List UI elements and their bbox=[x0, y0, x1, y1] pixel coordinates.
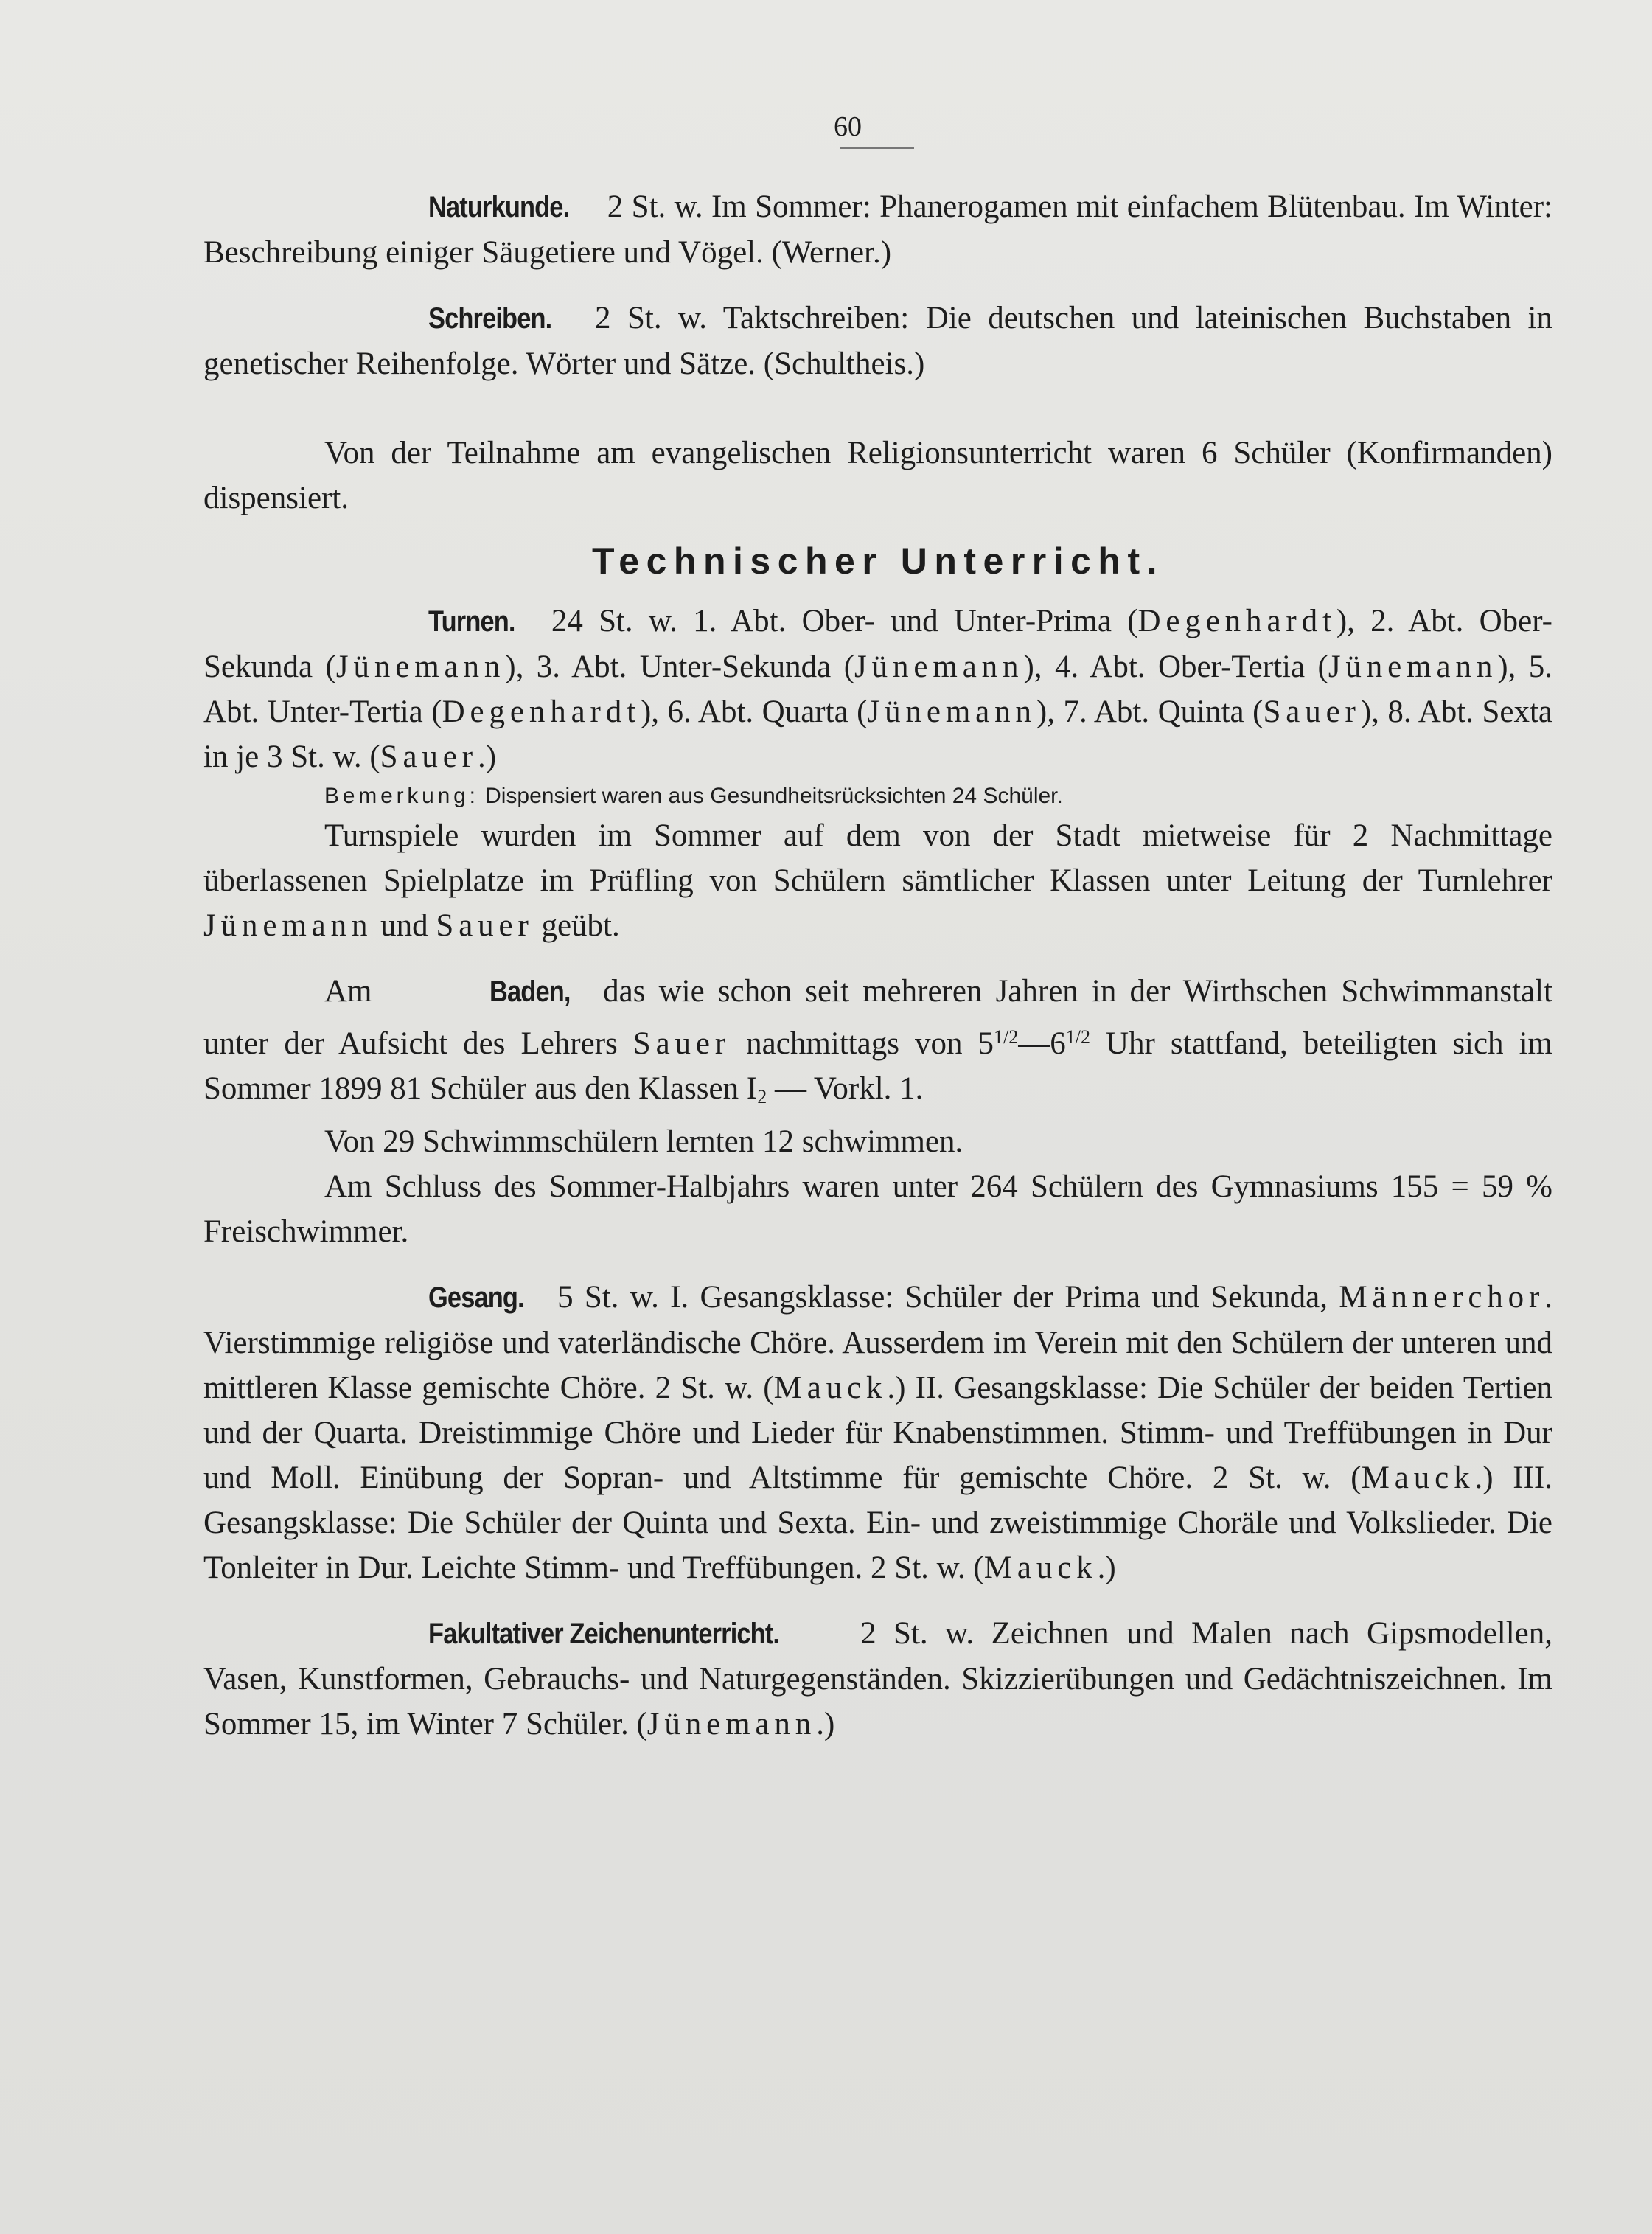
teacher-name: Degenhardt bbox=[442, 695, 641, 729]
dispens-paragraph: Von der Teilnahme am evangelischen Religionsunterricht waren 6 Schüler (Konfirmanden) dispensiert. bbox=[203, 436, 1552, 515]
baden-heading: Baden, bbox=[489, 975, 571, 1008]
turnen-text: .) bbox=[477, 740, 497, 774]
teacher-name: Jünemann bbox=[854, 650, 1024, 684]
turnen-text: ), 7. Abt. Quinta ( bbox=[1036, 695, 1264, 729]
teacher-name: Degenhardt bbox=[1137, 604, 1336, 638]
turnspiele-text: Turnspiele wurden im Sommer auf dem von der Stadt mietweise für 2 Nachmittage überlassenen Spielplatze im Prüfling von Schülern sämtlicher Klassen unter Leitung der Turnlehrer bbox=[203, 818, 1552, 898]
zeichnen-heading: Fakultativer Zeichenunterricht. bbox=[428, 1618, 780, 1650]
turnen-text: ), 8. Abt. Sexta in je 3 St. w. ( bbox=[203, 695, 1552, 774]
turnen-text: ), 6. Abt. Quarta ( bbox=[640, 695, 868, 729]
gesang-text: . Vierstimmige religiöse und vaterländische Chöre. Ausserdem im Verein mit den Schülern der unteren und mittleren Klasse gemischte Chöre. 2 St. w. ( bbox=[203, 1280, 1552, 1405]
teacher-name: Jünemann bbox=[867, 695, 1036, 729]
teacher-name: Jünemann bbox=[646, 1707, 817, 1741]
section-title: Technischer Unterricht. bbox=[591, 540, 1165, 582]
schwimmer-paragraph-1: Von 29 Schwimmschülern lernten 12 schwimmen. bbox=[324, 1124, 963, 1159]
turnspiele-text: geübt. bbox=[533, 908, 620, 943]
turnen-text: ), 4. Abt. Ober-Tertia ( bbox=[1023, 650, 1328, 684]
teacher-name: Sauer bbox=[436, 908, 534, 943]
schreiben-paragraph bbox=[203, 296, 1552, 386]
teacher-name: Jünemann bbox=[1328, 650, 1498, 684]
turnen-text: ), 2. Abt. Ober-Sekunda ( bbox=[203, 604, 1552, 684]
maennerchor: Männerchor bbox=[1339, 1280, 1545, 1315]
page-number-rule bbox=[840, 147, 914, 149]
bemerkung-note bbox=[203, 779, 1552, 813]
turnen-text: ), 3. Abt. Unter-Sekunda ( bbox=[505, 650, 855, 684]
gesang-text: .) II. Gesangsklasse: Die Schüler der beiden Tertien und der Quarta. Dreistimmige Chöre und Lieder für Knabenstimmen. Stimm- und Treffübungen in Dur und Moll. Einübung der Sopran- und Altstimme für gemischte Chöre. 2 St. w. ( bbox=[203, 1371, 1552, 1495]
baden-paragraph bbox=[203, 969, 1552, 1119]
page-number: 60 bbox=[834, 111, 862, 142]
gesang-paragraph bbox=[203, 1275, 1552, 1590]
gesang-text: 5 St. w. I. Gesangsklasse: Schüler der Prima und Sekunda, bbox=[557, 1280, 1339, 1315]
naturkunde-text: 2 St. w. Im Sommer: Phanerogamen mit einfachem Blütenbau. Im Winter: Beschreibung einiger Säugetiere und Vögel. (Werner.) bbox=[203, 189, 1553, 270]
class-subscript: 2 bbox=[757, 1086, 767, 1107]
baden-text: —6 bbox=[1018, 1026, 1066, 1061]
teacher-name: Sauer bbox=[632, 1026, 731, 1061]
zeichnen-text: .) bbox=[816, 1707, 835, 1741]
turnspiele-paragraph bbox=[203, 813, 1552, 948]
teacher-name: Mauck bbox=[1361, 1461, 1475, 1495]
turnen-heading: Turnen. bbox=[428, 605, 515, 638]
fraction: 1/2 bbox=[1065, 1026, 1090, 1048]
naturkunde-paragraph bbox=[203, 184, 1552, 275]
schwimmer-paragraph-2: Am Schluss des Sommer-Halbjahrs waren unter 264 Schülern des Gymnasiums 155 = 59 % Freischwimmer. bbox=[203, 1169, 1552, 1249]
teacher-name: Jünemann bbox=[203, 908, 373, 943]
teacher-name: Sauer bbox=[380, 740, 478, 774]
teacher-name: Jünemann bbox=[335, 650, 506, 684]
bemerkung-text: Dispensiert waren aus Gesundheitsrücksichten 24 Schüler. bbox=[485, 784, 1063, 808]
page-body bbox=[203, 184, 1552, 1747]
zeichnen-paragraph bbox=[203, 1611, 1552, 1747]
schreiben-text: 2 St. w. Taktschreiben: Die deutschen und lateinischen Buchstaben in genetischer Reihenfolge. Wörter und Sätze. (Schultheis.) bbox=[203, 301, 1552, 381]
baden-text: Am bbox=[324, 974, 386, 1009]
turnen-paragraph bbox=[203, 599, 1552, 779]
teacher-name: Mauck bbox=[983, 1551, 1098, 1585]
baden-text: nachmittags von 5 bbox=[731, 1026, 994, 1061]
gesang-heading: Gesang. bbox=[428, 1281, 524, 1314]
naturkunde-heading: Naturkunde. bbox=[428, 191, 570, 223]
baden-text: das wie schon seit mehreren Jahren in der Wirthschen Schwimmanstalt unter der Aufsicht des Lehrers bbox=[203, 974, 1553, 1061]
zeichnen-text: 2 St. w. Zeichnen und Malen nach Gipsmodellen, Vasen, Kunstformen, Gebrauchs- und Naturgegenständen. Skizzierübungen und Gedächtniszeichnen. Im Sommer 15, im Winter 7 Schüler. ( bbox=[203, 1616, 1553, 1741]
turnspiele-text: und bbox=[372, 908, 436, 943]
fraction: 1/2 bbox=[994, 1026, 1019, 1048]
turnen-text: 24 St. w. 1. Abt. Ober- und Unter-Prima ( bbox=[551, 604, 1138, 638]
teacher-name: Sauer bbox=[1263, 695, 1361, 729]
gesang-text: .) III. Gesangsklasse: Die Schüler der Quinta und Sexta. Ein- und zweistimmige Choräle und Volkslieder. Die Tonleiter in Dur. Leichte Stimm- und Treffübungen. 2 St. w. ( bbox=[203, 1461, 1553, 1585]
gesang-text: .) bbox=[1097, 1551, 1116, 1585]
baden-text: Uhr stattfand, beteiligten sich im Sommer 1899 81 Schüler aus den Klassen I bbox=[203, 1026, 1552, 1106]
turnen-text: ), 5. Abt. Unter-Tertia ( bbox=[203, 650, 1552, 729]
schreiben-heading: Schreiben. bbox=[428, 302, 552, 335]
baden-text: — Vorkl. 1. bbox=[767, 1071, 924, 1106]
bemerkung-label: Bemerkung: bbox=[324, 784, 479, 808]
teacher-name: Mauck bbox=[773, 1371, 888, 1405]
